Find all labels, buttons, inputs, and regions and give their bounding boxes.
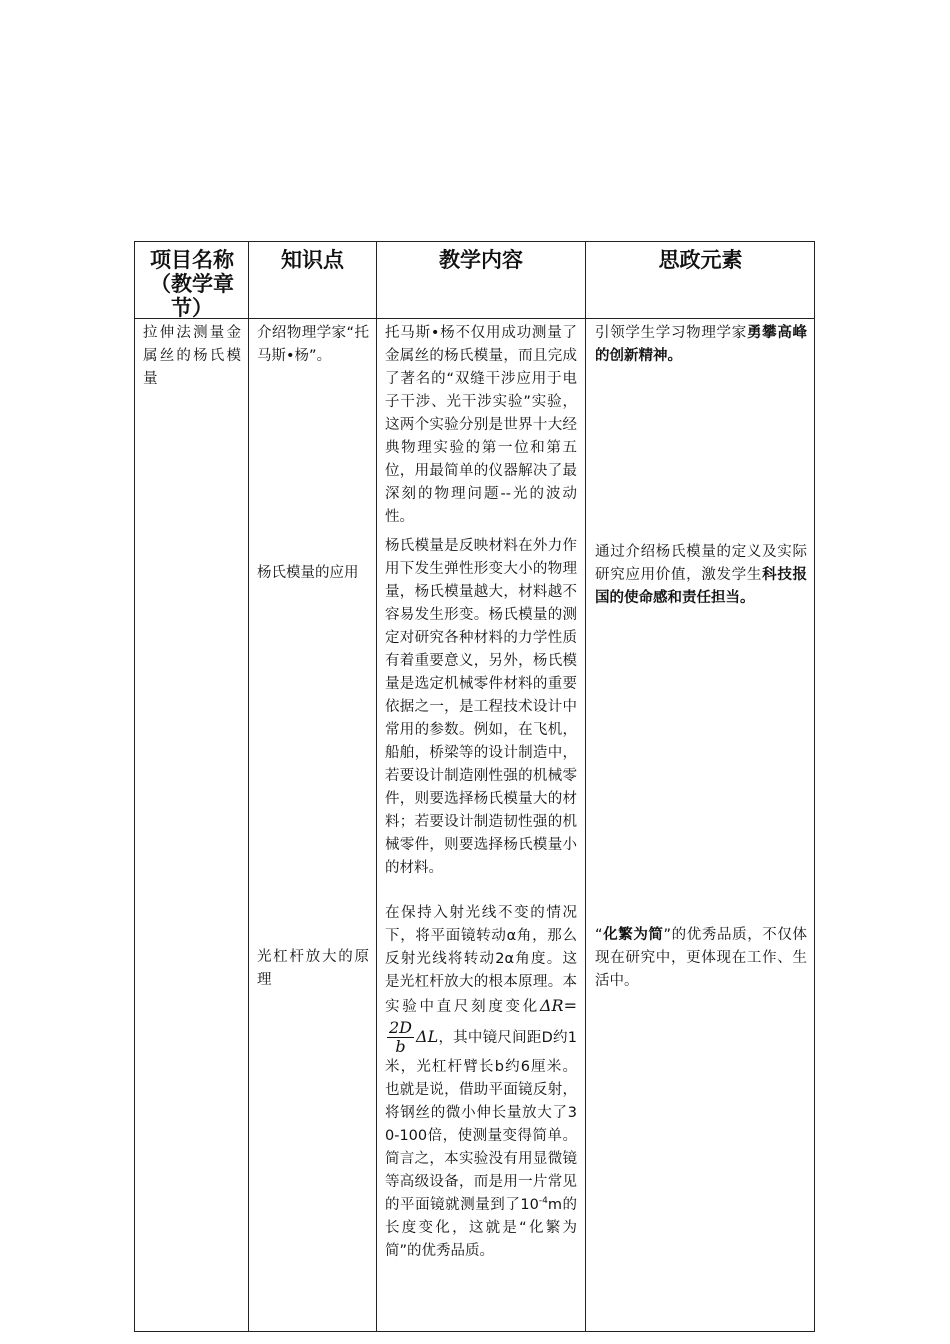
ideology-element	[595, 924, 807, 993]
column-divider	[376, 242, 377, 1331]
ideology-text: 通过介绍杨氏模量的定义及实际研究应用价值，激发学生	[595, 544, 807, 583]
header-project: 项目名称（教学章节）	[150, 248, 234, 320]
teaching-content	[385, 902, 577, 1263]
content-text: ，其中镜尺间距D约1米，光杠杆臂长b约6厘米。也就是说，借助平面镜反射，将钢丝的微小伸长量放大了30-100倍，使测量变得简单。简言之，本实验没有用显微镜等高级设备，而是用一片常见的平面镜就测量到了10	[385, 1030, 577, 1213]
column-divider	[585, 242, 586, 1331]
formula-lhs: ΔR=	[539, 996, 577, 1015]
header-knowledge: 知识点	[281, 248, 344, 272]
knowledge-point: 介绍物理学家“托马斯•杨”。	[257, 325, 369, 364]
knowledge-point: 光杠杆放大的原理	[257, 949, 369, 988]
ideology-text: ”的优秀品质，不仅体现在研究中，更体现在工作、生活中。	[595, 927, 808, 989]
ideology-text: “	[595, 927, 603, 943]
ideology-emphasis: 科技报国的使命感和责任担当。	[595, 567, 808, 606]
ideology-element	[595, 322, 807, 368]
exponent: -4	[538, 1196, 548, 1207]
formula-numerator: 2D	[389, 1018, 413, 1037]
column-divider	[248, 242, 249, 1331]
project-name: 拉伸法测量金属丝的杨氏模量	[143, 325, 241, 387]
content-text: 在保持入射光线不变的情况下，将平面镜转动α角，那么反射光线将转动2α角度。这是光杠杆放大的根本原理。本实验中直尺刻度变化	[385, 905, 577, 1015]
course-table	[134, 241, 815, 1332]
header-content: 教学内容	[439, 248, 523, 272]
formula-denominator: b	[395, 1037, 406, 1056]
ideology-emphasis: 化繁为简	[602, 927, 664, 943]
formula-rhs: ΔL	[416, 1027, 439, 1046]
formula-fraction	[387, 1019, 414, 1056]
ideology-emphasis: 勇攀高峰的创新精神。	[595, 325, 808, 364]
content-text: m的长度变化，这就是“化繁为简”的优秀品质。	[385, 1197, 577, 1259]
teaching-content: 杨氏模量是反映材料在外力作用下发生弹性形变大小的物理量，杨氏模量越大，材料越不容易发生形变。杨氏模量的测定对研究各种材料的力学性质有着重要意义，另外，杨氏模量是选定机械零件材料的重要依据之一，是工程技术设计中常用的参数。例如，在飞机，船舶，桥梁等的设计制造中，若要设计制造刚性强的机械零件，则要选择杨氏模量大的材料；若要设计制造韧性强的机械零件，则要选择杨氏模量小的材料。	[385, 538, 577, 876]
knowledge-point: 杨氏模量的应用	[257, 565, 359, 581]
ideology-element	[595, 541, 807, 610]
ideology-text: 引领学生学习物理学家	[595, 325, 747, 341]
header-ideology: 思政元素	[658, 248, 743, 272]
teaching-content: 托马斯•杨不仅用成功测量了金属丝的杨氏模量，而且完成了著名的“双缝干涉应用于电子干涉、光干涉实验”实验，这两个实验分别是世界十大经典物理实验的第一位和第五位，用最简单的仪器解决了最深刻的物理问题--光的波动性。	[385, 325, 577, 525]
